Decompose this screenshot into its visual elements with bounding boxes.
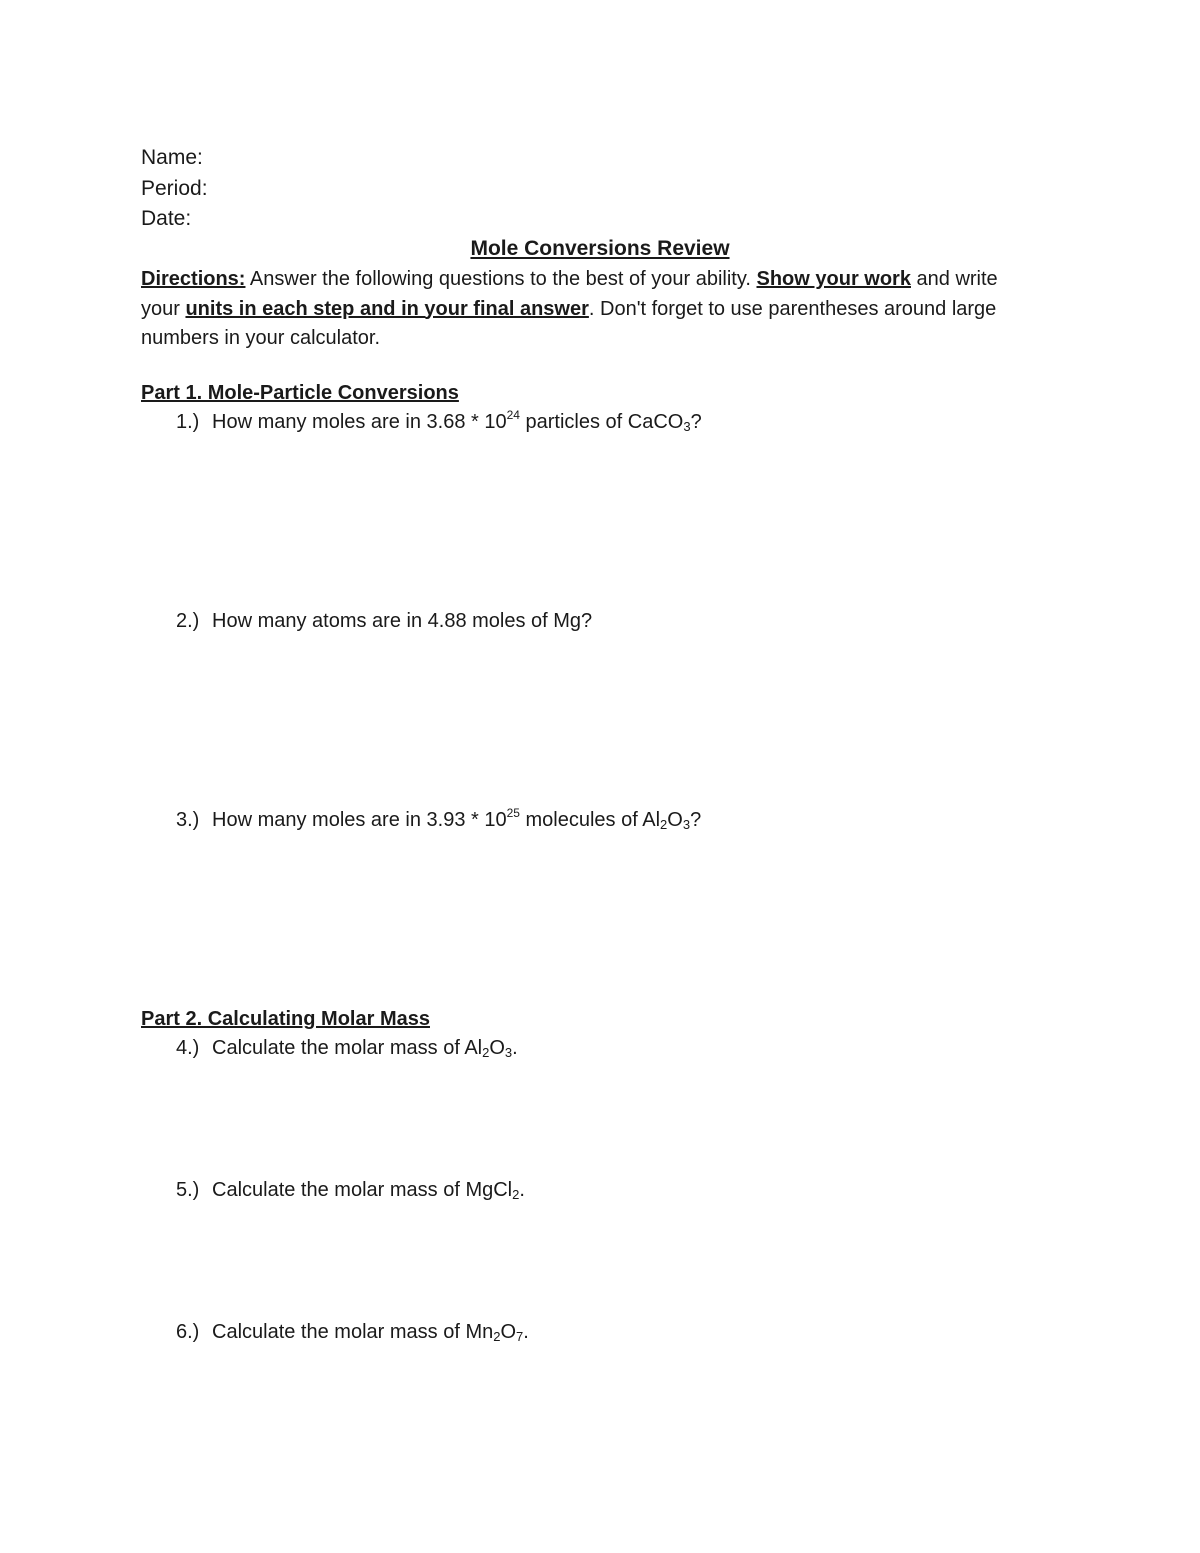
question-text: O	[500, 1321, 517, 1343]
question-text: .	[523, 1321, 529, 1343]
subscript: 3	[682, 817, 691, 832]
question-text: particles of CaCO	[519, 411, 684, 433]
question-2	[176, 609, 592, 633]
question-text: Calculate the molar mass of Al	[212, 1037, 483, 1059]
question-text: How many atoms are in 4.88 moles of Mg?	[212, 610, 593, 632]
question-text: ?	[690, 411, 702, 433]
question-number: 6.)	[176, 1321, 200, 1343]
question-text: molecules of Al	[519, 809, 661, 831]
subscript: 2	[482, 1045, 490, 1060]
question-text: O	[489, 1037, 505, 1059]
subscript: 3	[504, 1045, 513, 1060]
directions-emphasis-2: units in each step and in your final answer	[185, 297, 589, 320]
subscript: 2	[512, 1187, 520, 1202]
directions-text-1: Answer the following questions to the best of your ability.	[245, 268, 757, 290]
part1-heading: Part 1. Mole-Particle Conversions	[141, 382, 459, 404]
question-4	[176, 1036, 518, 1060]
question-5	[176, 1178, 525, 1202]
directions-paragraph	[141, 265, 1041, 354]
part2-heading: Part 2. Calculating Molar Mass	[141, 1008, 430, 1030]
question-text: Calculate the molar mass of MgCl	[212, 1179, 513, 1201]
question-number: 1.)	[176, 411, 200, 433]
question-text: O	[667, 809, 683, 831]
subscript: 3	[683, 419, 691, 434]
subscript: 7	[516, 1329, 524, 1344]
question-number: 4.)	[176, 1037, 200, 1059]
directions-text-2: and write your	[141, 268, 998, 320]
question-6	[176, 1320, 529, 1344]
question-1	[176, 410, 702, 434]
directions-label: Directions:	[141, 268, 246, 290]
directions-emphasis-1: Show your work	[756, 268, 911, 290]
question-number: 5.)	[176, 1179, 200, 1201]
name-label: Name:	[141, 146, 203, 169]
exponent: 24	[506, 408, 520, 422]
question-text: .	[519, 1179, 525, 1201]
question-text: How many moles are in 3.93 * 10	[212, 809, 507, 831]
question-text: How many moles are in 3.68 * 10	[212, 411, 507, 433]
exponent: 25	[506, 806, 520, 820]
question-text: ?	[690, 809, 702, 831]
page-title: Mole Conversions Review	[470, 237, 730, 260]
question-number: 3.)	[176, 809, 200, 831]
directions-text-3: . Don't forget to use parentheses around large numbers in your calculator.	[141, 297, 997, 349]
question-text: Calculate the molar mass of Mn	[212, 1321, 494, 1343]
period-label: Period:	[141, 177, 208, 200]
question-number: 2.)	[176, 610, 200, 632]
subscript: 2	[660, 817, 668, 832]
question-text: .	[512, 1037, 518, 1059]
subscript: 2	[493, 1329, 501, 1344]
date-label: Date:	[141, 207, 192, 230]
question-3	[176, 808, 701, 832]
